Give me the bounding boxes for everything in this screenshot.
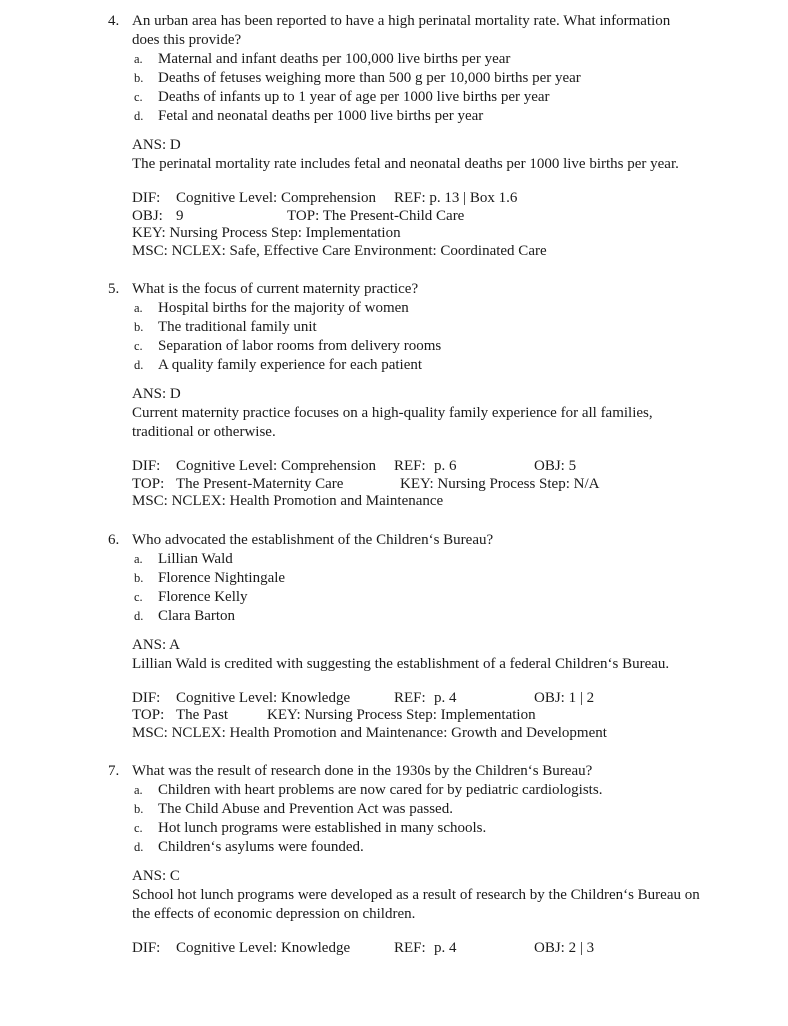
rationale-line: Current maternity practice focuses on a high-quality family experience for all families, bbox=[132, 405, 653, 421]
option-text: Children with heart problems are now cared for by pediatric cardiologists. bbox=[158, 782, 603, 798]
option-a bbox=[132, 550, 768, 569]
option-d bbox=[132, 607, 768, 626]
meta-value: Cognitive Level: Knowledge bbox=[176, 689, 351, 706]
meta-label-key: KEY: Nursing Process Step: Implementation bbox=[267, 707, 536, 723]
option-text: Lillian Wald bbox=[158, 550, 233, 567]
meta-label-dif: DIF: bbox=[132, 458, 161, 474]
answer-line: ANS: D bbox=[132, 137, 181, 153]
option-letter: a. bbox=[134, 301, 143, 315]
meta-label-obj: OBJ: 2 | 3 bbox=[534, 940, 595, 956]
option-letter: b. bbox=[134, 802, 144, 816]
option-letter: d. bbox=[134, 109, 144, 123]
meta-label-ref: REF: bbox=[394, 458, 426, 474]
option-letter: d. bbox=[134, 840, 144, 854]
option-c bbox=[132, 588, 768, 607]
option-letter: b. bbox=[134, 71, 144, 85]
meta-value: The Past bbox=[176, 707, 229, 723]
meta-value: REF: p. 13 | Box 1.6 bbox=[394, 190, 518, 206]
options-list bbox=[132, 550, 768, 626]
meta-label-obj: OBJ: bbox=[132, 207, 163, 224]
answer-block bbox=[132, 385, 768, 442]
answer-line: ANS: A bbox=[132, 636, 180, 653]
question-line bbox=[108, 12, 768, 50]
rationale-line: the effects of economic depression on children. bbox=[132, 906, 416, 922]
option-d bbox=[132, 107, 768, 126]
question-text bbox=[132, 531, 768, 550]
option-text: The traditional family unit bbox=[158, 319, 317, 335]
question-number: 7. bbox=[108, 763, 120, 779]
meta-row bbox=[132, 476, 768, 494]
options-list bbox=[132, 50, 768, 126]
option-d bbox=[132, 356, 768, 375]
options-list bbox=[132, 781, 768, 857]
meta-value: p. 4 bbox=[434, 940, 457, 956]
option-b bbox=[132, 800, 768, 819]
option-text: Hot lunch programs were established in many schools. bbox=[158, 820, 487, 836]
rationale-line: School hot lunch programs were developed as a result of research by the Children‘s Bureau on bbox=[132, 887, 700, 903]
meta-block bbox=[132, 690, 768, 743]
answer-line: ANS: C bbox=[132, 868, 180, 884]
meta-label-obj: OBJ: 1 | 2 bbox=[534, 689, 595, 706]
option-text: Separation of labor rooms from delivery rooms bbox=[158, 338, 442, 354]
meta-row bbox=[132, 190, 768, 208]
question-text-line: What was the result of research done in the 1930s by the Children‘s Bureau? bbox=[132, 763, 593, 779]
meta-label-top: TOP: bbox=[132, 475, 165, 492]
option-text: The Child Abuse and Prevention Act was passed. bbox=[158, 801, 453, 817]
meta-block bbox=[132, 940, 768, 958]
meta-row bbox=[132, 225, 768, 243]
option-letter: a. bbox=[134, 551, 143, 566]
question-number: 5. bbox=[108, 281, 120, 297]
answer-line: ANS: D bbox=[132, 386, 181, 402]
option-text: Hospital births for the majority of women bbox=[158, 300, 409, 316]
option-letter: a. bbox=[134, 783, 143, 797]
meta-value: The Present-Maternity Care bbox=[176, 475, 344, 492]
meta-value: Cognitive Level: Comprehension bbox=[176, 190, 376, 206]
option-letter: c. bbox=[134, 339, 143, 353]
rationale bbox=[132, 404, 768, 442]
option-text: Children‘s asylums were founded. bbox=[158, 839, 364, 855]
meta-label-msc: MSC: NCLEX: Health Promotion and Maintenance: Growth and Development bbox=[132, 724, 607, 741]
option-text: Maternal and infant deaths per 100,000 live births per year bbox=[158, 51, 511, 67]
option-c bbox=[132, 819, 768, 838]
option-text: Florence Kelly bbox=[158, 588, 248, 605]
question-number: 4. bbox=[108, 13, 120, 29]
rationale bbox=[132, 155, 768, 174]
option-text: Clara Barton bbox=[158, 607, 236, 624]
question-text bbox=[132, 762, 768, 781]
meta-row bbox=[132, 725, 768, 743]
option-text: Florence Nightingale bbox=[158, 569, 286, 586]
option-c bbox=[132, 337, 768, 356]
option-text: Deaths of fetuses weighing more than 500 g per 10,000 births per year bbox=[158, 70, 581, 86]
meta-label-top: TOP: bbox=[132, 707, 165, 723]
option-b bbox=[132, 569, 768, 588]
rationale-line: Lillian Wald is credited with suggesting the establishment of a federal Children‘s Bureau. bbox=[132, 655, 670, 672]
meta-row bbox=[132, 208, 768, 226]
rationale bbox=[132, 655, 768, 674]
rationale-line: The perinatal mortality rate includes fetal and neonatal deaths per 1000 live births per year. bbox=[132, 156, 679, 172]
meta-row bbox=[132, 690, 768, 708]
meta-label-ref: REF: bbox=[394, 940, 426, 956]
option-letter: d. bbox=[134, 608, 144, 623]
question-line bbox=[108, 762, 768, 781]
option-letter: b. bbox=[134, 570, 144, 585]
question-4 bbox=[108, 12, 768, 260]
meta-label-key: KEY: Nursing Process Step: N/A bbox=[400, 475, 600, 492]
question-text bbox=[132, 12, 768, 50]
option-d bbox=[132, 838, 768, 857]
answer-block bbox=[132, 136, 768, 174]
meta-label-dif: DIF: bbox=[132, 190, 161, 206]
question-6 bbox=[108, 531, 768, 743]
question-text-line: does this provide? bbox=[132, 32, 242, 48]
document-content bbox=[108, 12, 768, 958]
option-a bbox=[132, 781, 768, 800]
meta-label-dif: DIF: bbox=[132, 940, 161, 956]
meta-label-key: KEY: Nursing Process Step: Implementation bbox=[132, 225, 401, 241]
rationale bbox=[132, 886, 768, 924]
option-a bbox=[132, 299, 768, 318]
option-a bbox=[132, 50, 768, 69]
meta-block bbox=[132, 458, 768, 511]
question-line bbox=[108, 280, 768, 299]
meta-label-obj: OBJ: 5 bbox=[534, 458, 577, 474]
option-text: Fetal and neonatal deaths per 1000 live births per year bbox=[158, 108, 484, 124]
answer-block bbox=[132, 636, 768, 674]
question-number: 6. bbox=[108, 531, 120, 548]
meta-row bbox=[132, 940, 768, 958]
meta-row bbox=[132, 493, 768, 511]
rationale-line: traditional or otherwise. bbox=[132, 424, 276, 440]
option-text: A quality family experience for each patient bbox=[158, 357, 423, 373]
question-7 bbox=[108, 762, 768, 958]
option-b bbox=[132, 318, 768, 337]
question-line bbox=[108, 531, 768, 550]
option-letter: c. bbox=[134, 821, 143, 835]
meta-row bbox=[132, 243, 768, 261]
meta-value: Cognitive Level: Knowledge bbox=[176, 940, 351, 956]
question-text-line: An urban area has been reported to have a high perinatal mortality rate. What information bbox=[132, 13, 671, 29]
option-letter: c. bbox=[134, 589, 143, 604]
meta-value: Cognitive Level: Comprehension bbox=[176, 458, 376, 474]
option-letter: b. bbox=[134, 320, 144, 334]
meta-label-msc: MSC: NCLEX: Safe, Effective Care Environment: Coordinated Care bbox=[132, 242, 547, 259]
option-b bbox=[132, 69, 768, 88]
option-letter: c. bbox=[134, 90, 143, 104]
meta-label-ref: REF: bbox=[394, 689, 426, 706]
question-text-line: What is the focus of current maternity practice? bbox=[132, 281, 419, 297]
question-text bbox=[132, 280, 768, 299]
option-c bbox=[132, 88, 768, 107]
meta-value: p. 6 bbox=[434, 458, 457, 474]
meta-block bbox=[132, 190, 768, 260]
question-5 bbox=[108, 280, 768, 511]
meta-label-dif: DIF: bbox=[132, 689, 161, 706]
question-text-line: Who advocated the establishment of the Children‘s Bureau? bbox=[132, 531, 494, 548]
option-letter: a. bbox=[134, 52, 143, 66]
options-list bbox=[132, 299, 768, 375]
option-text: Deaths of infants up to 1 year of age per 1000 live births per year bbox=[158, 89, 550, 105]
meta-value: 9 bbox=[176, 207, 184, 224]
answer-block bbox=[132, 867, 768, 924]
option-letter: d. bbox=[134, 358, 144, 372]
meta-value: TOP: The Present-Child Care bbox=[287, 207, 465, 224]
meta-row bbox=[132, 707, 768, 725]
meta-label-msc: MSC: NCLEX: Health Promotion and Maintenance bbox=[132, 493, 444, 509]
meta-value: p. 4 bbox=[434, 689, 457, 706]
meta-row bbox=[132, 458, 768, 476]
